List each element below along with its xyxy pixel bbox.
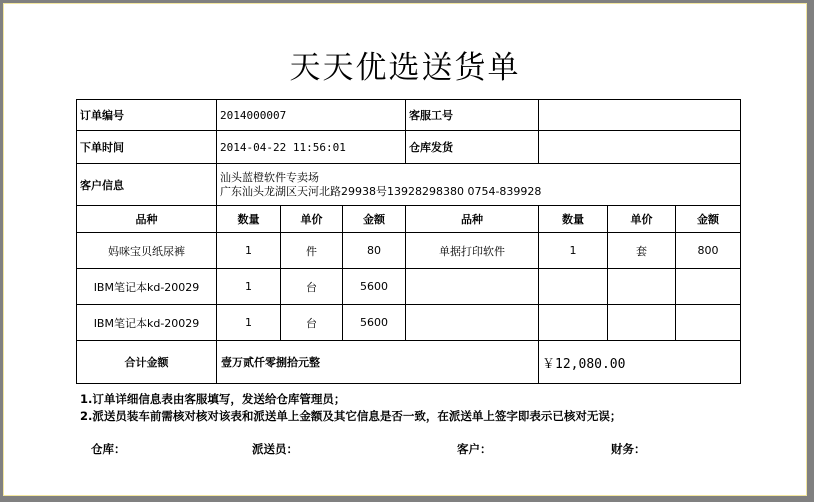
- item-name: [406, 269, 539, 305]
- item-qty: [539, 305, 608, 341]
- item-name: IBM笔记本kd-20029: [77, 305, 217, 341]
- item-unit: [608, 269, 676, 305]
- staff-label: 客服工号: [406, 100, 539, 131]
- total-label: 合计金额: [77, 341, 217, 384]
- item-qty: [539, 269, 608, 305]
- signature-customer: 客户：: [457, 442, 492, 456]
- item-amount: 5600: [343, 269, 406, 305]
- item-qty: 1: [217, 233, 281, 269]
- item-name: [406, 305, 539, 341]
- item-amount: 80: [343, 233, 406, 269]
- note-1: 1.订单详细信息表由客服填写，发送给仓库管理员；: [80, 392, 346, 406]
- header-amount: 金额: [343, 206, 406, 233]
- customer-row: [77, 164, 741, 206]
- header-product: 品种: [77, 206, 217, 233]
- notes: [80, 391, 621, 425]
- table-row: [77, 233, 741, 269]
- item-unit: 套: [608, 233, 676, 269]
- customer-address: 广东汕头龙湖区天河北路29938号13928298380 0754-839928: [220, 184, 542, 198]
- customer-label: 客户信息: [77, 164, 217, 206]
- warehouse-value: [539, 131, 741, 164]
- header-unit: 单价: [281, 206, 343, 233]
- signature-courier: 派送员：: [252, 442, 298, 456]
- header-qty: 数量: [217, 206, 281, 233]
- customer-info: [217, 164, 741, 206]
- item-name: 妈咪宝贝纸尿裤: [77, 233, 217, 269]
- item-unit: [608, 305, 676, 341]
- order-no-row: [77, 100, 741, 131]
- order-time-label: 下单时间: [77, 131, 217, 164]
- header-amount: 金额: [676, 206, 741, 233]
- order-no-label: 订单编号: [77, 100, 217, 131]
- total-chinese: 壹万贰仟零捌拾元整: [217, 341, 539, 384]
- staff-value: [539, 100, 741, 131]
- item-amount: 5600: [343, 305, 406, 341]
- item-unit: 台: [281, 305, 343, 341]
- item-name: 单据打印软件: [406, 233, 539, 269]
- item-unit: 台: [281, 269, 343, 305]
- item-qty: 1: [539, 233, 608, 269]
- document-page: [3, 3, 807, 496]
- table-row: [77, 269, 741, 305]
- item-qty: 1: [217, 305, 281, 341]
- customer-name: 汕头蓝橙软件专卖场: [220, 170, 319, 184]
- order-time-row: [77, 131, 741, 164]
- order-table: [76, 99, 741, 384]
- total-numeric: ￥12,080.00: [539, 341, 741, 384]
- total-row: [77, 341, 741, 384]
- items-header-row: [77, 206, 741, 233]
- table-row: [77, 305, 741, 341]
- header-product: 品种: [406, 206, 539, 233]
- warehouse-label: 仓库发货: [406, 131, 539, 164]
- order-time-value: 2014-04-22 11:56:01: [217, 131, 406, 164]
- item-amount: [676, 305, 741, 341]
- header-qty: 数量: [539, 206, 608, 233]
- note-2: 2.派送员装车前需核对核对该表和派送单上金额及其它信息是否一致，在派送单上签字即表示已核对无误；: [80, 409, 622, 423]
- document-title: 天天优选送货单: [289, 50, 521, 86]
- header-unit: 单价: [608, 206, 676, 233]
- item-name: IBM笔记本kd-20029: [77, 269, 217, 305]
- signature-warehouse: 仓库：: [91, 442, 126, 456]
- item-amount: [676, 269, 741, 305]
- signature-finance: 财务：: [611, 442, 646, 456]
- item-unit: 件: [281, 233, 343, 269]
- item-qty: 1: [217, 269, 281, 305]
- item-amount: 800: [676, 233, 741, 269]
- order-no-value: 2014000007: [217, 100, 406, 131]
